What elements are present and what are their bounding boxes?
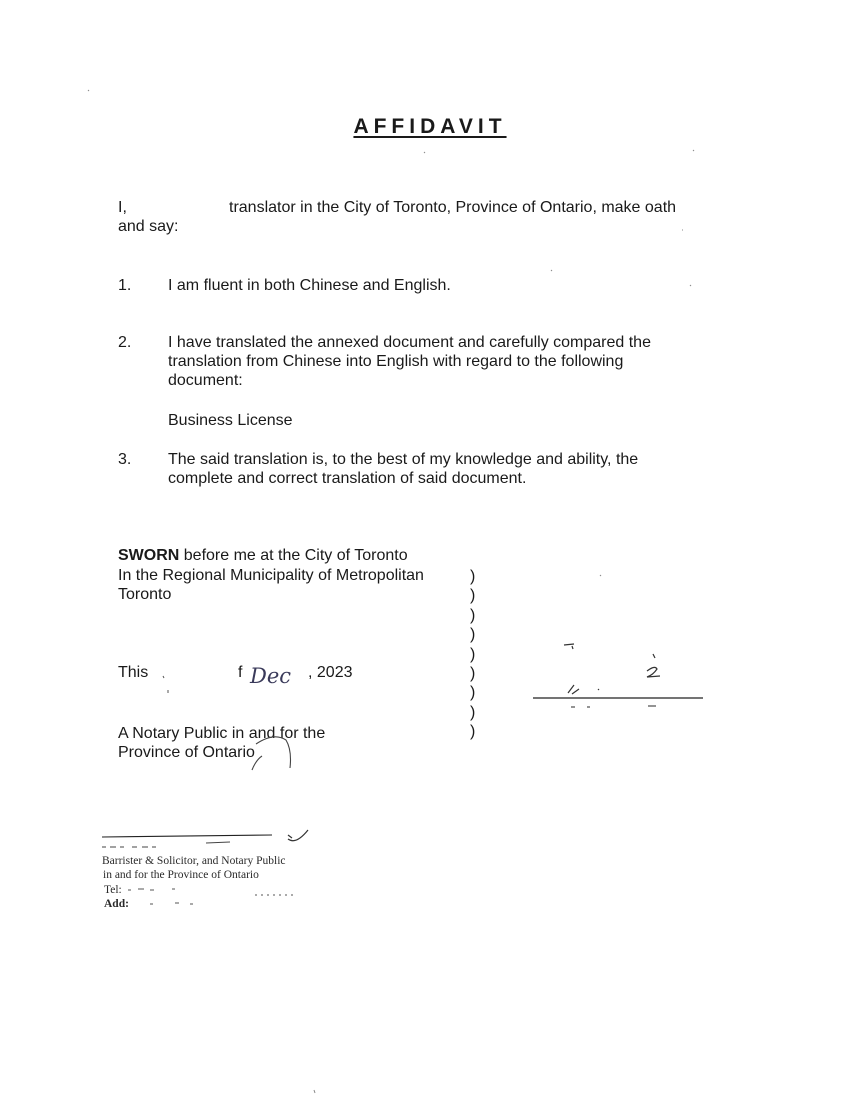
- item-1-number: 1.: [118, 277, 132, 294]
- stamp-redaction-dots: [128, 889, 293, 904]
- intro-line-1: translator in the City of Toronto, Province of Ontario, make oath: [229, 199, 677, 216]
- notary-line-1: A Notary Public in and for the: [118, 725, 326, 742]
- stamp-tick: [288, 830, 308, 841]
- document-title: AFFIDAVIT: [353, 115, 507, 138]
- paren-6: ): [470, 665, 476, 682]
- stamp-rule: [102, 835, 272, 837]
- sworn-line-1: SWORN before me at the City of Toronto: [118, 547, 408, 564]
- notary-signature: [252, 737, 291, 770]
- item-2-number: 2.: [118, 334, 132, 351]
- item-3-number: 3.: [118, 451, 132, 468]
- item-1-text: I am fluent in both Chinese and English.: [168, 277, 451, 294]
- scan-specks: [88, 90, 694, 1093]
- item-3-line-2: complete and correct translation of said document.: [168, 470, 527, 487]
- item-3-line-1: The said translation is, to the best of my knowledge and ability, the: [168, 451, 639, 468]
- stamp-line-1: Barrister & Solicitor, and Notary Public: [102, 855, 286, 867]
- paren-9: ): [470, 723, 476, 740]
- paren-5: ): [470, 646, 476, 663]
- item-2-line-3: document:: [168, 372, 243, 389]
- signature-mark-2: [647, 654, 660, 677]
- paren-3: ): [470, 607, 476, 624]
- paren-8: ): [470, 704, 476, 721]
- item-2-line-1: I have translated the annexed document and carefully compared the: [168, 334, 651, 351]
- deponent-signature: [564, 644, 574, 649]
- stamp-name-fragments: [102, 842, 230, 847]
- paren-2: ): [470, 587, 476, 604]
- handwritten-month: Dec: [250, 664, 292, 688]
- date-of-fragment: f: [238, 664, 243, 681]
- item-2-line-2: translation from Chinese into English with regard to the following: [168, 353, 624, 370]
- signature-mark-1: [568, 685, 599, 694]
- date-year: , 2023: [308, 664, 353, 681]
- paren-7: ): [470, 684, 476, 701]
- notary-line-2: Province of Ontario: [118, 744, 255, 761]
- stamp-add-label: Add:: [104, 898, 129, 910]
- signature-dashes: [571, 706, 656, 707]
- sworn-line-2: In the Regional Municipality of Metropolitan: [118, 567, 424, 584]
- stamp-line-2: in and for the Province of Ontario: [103, 869, 259, 881]
- date-this: This: [118, 664, 149, 681]
- intro-prefix: I,: [118, 199, 127, 216]
- intro-line-2: and say:: [118, 218, 179, 235]
- sworn-line-3: Toronto: [118, 586, 172, 603]
- paren-4: ): [470, 626, 476, 643]
- date-specks: [163, 676, 168, 693]
- document-name: Business License: [168, 412, 293, 429]
- stamp-tel-label: Tel:: [104, 884, 122, 896]
- paren-1: ): [470, 568, 476, 585]
